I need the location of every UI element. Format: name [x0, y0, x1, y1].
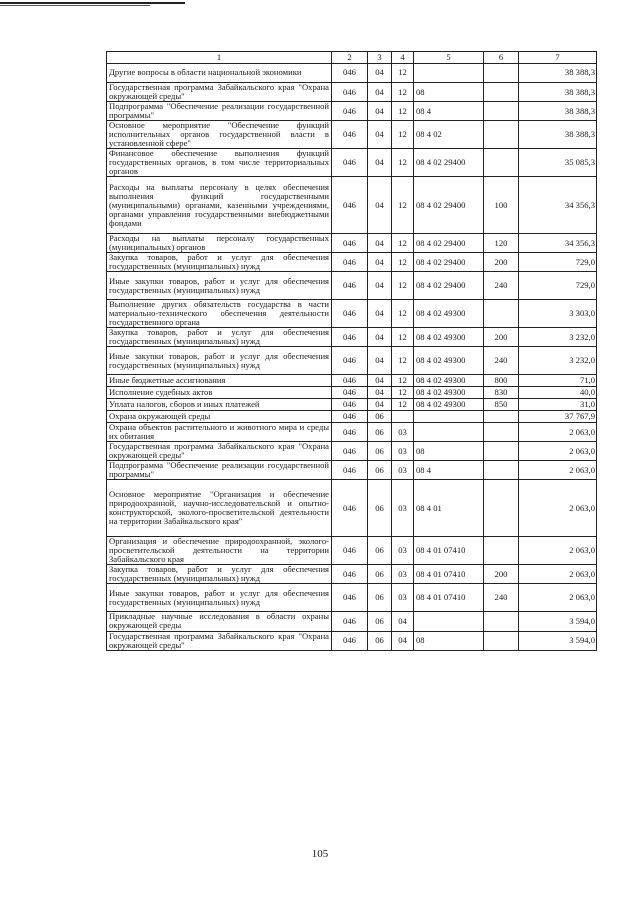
expense-type-cell — [484, 537, 519, 565]
subsection-code-cell: 03 — [392, 442, 414, 461]
target-code-cell: 08 4 02 29400 — [414, 149, 484, 177]
row-name-cell: Организация и обеспечение природоохранной, эколого-просветительской деятельности на территории Забайкальского края — [107, 537, 332, 565]
section-code-cell: 06 — [368, 442, 392, 461]
target-code-cell — [414, 423, 484, 442]
admin-code-cell: 046 — [332, 121, 368, 149]
column-header: 6 — [484, 52, 519, 64]
row-name-cell: Государственная программа Забайкальского края "Охрана окружающей среды" — [107, 83, 332, 102]
admin-code-cell: 046 — [332, 234, 368, 253]
table-row — [107, 347, 597, 375]
amount-cell: 3 594,0 — [519, 612, 597, 631]
table-row — [107, 612, 597, 631]
subsection-code-cell: 12 — [392, 375, 414, 387]
expense-type-cell — [484, 83, 519, 102]
section-code-cell: 06 — [368, 537, 392, 565]
row-name-cell: Другие вопросы в области национальной экономики — [107, 64, 332, 83]
amount-cell: 3 594,0 — [519, 631, 597, 650]
table-row — [107, 442, 597, 461]
section-code-cell: 04 — [368, 399, 392, 411]
admin-code-cell: 046 — [332, 83, 368, 102]
subsection-code-cell: 03 — [392, 584, 414, 612]
expense-type-cell — [484, 411, 519, 423]
subsection-code-cell: 12 — [392, 399, 414, 411]
admin-code-cell: 046 — [332, 64, 368, 83]
target-code-cell: 08 4 02 49300 — [414, 399, 484, 411]
amount-cell: 3 232,0 — [519, 347, 597, 375]
section-code-cell: 04 — [368, 347, 392, 375]
column-header: 4 — [392, 52, 414, 64]
expense-type-cell: 850 — [484, 399, 519, 411]
table-row — [107, 375, 597, 387]
target-code-cell — [414, 411, 484, 423]
section-code-cell: 04 — [368, 387, 392, 399]
table-body — [107, 64, 597, 651]
table-row — [107, 234, 597, 253]
section-code-cell: 04 — [368, 328, 392, 347]
target-code-cell: 08 4 02 29400 — [414, 177, 484, 234]
subsection-code-cell: 12 — [392, 177, 414, 234]
expense-type-cell — [484, 442, 519, 461]
target-code-cell: 08 4 01 — [414, 480, 484, 537]
table-row — [107, 631, 597, 650]
amount-cell: 38 388,3 — [519, 64, 597, 83]
table-row — [107, 272, 597, 300]
table-row — [107, 328, 597, 347]
amount-cell: 34 356,3 — [519, 177, 597, 234]
target-code-cell: 08 4 02 49300 — [414, 300, 484, 328]
section-code-cell: 04 — [368, 121, 392, 149]
subsection-code-cell: 12 — [392, 64, 414, 83]
section-code-cell: 04 — [368, 375, 392, 387]
admin-code-cell: 046 — [332, 272, 368, 300]
table-row — [107, 177, 597, 234]
admin-code-cell: 046 — [332, 253, 368, 272]
section-code-cell: 06 — [368, 565, 392, 584]
section-code-cell: 06 — [368, 423, 392, 442]
subsection-code-cell: 12 — [392, 328, 414, 347]
admin-code-cell: 046 — [332, 177, 368, 234]
admin-code-cell: 046 — [332, 565, 368, 584]
section-code-cell: 06 — [368, 480, 392, 537]
section-code-cell: 06 — [368, 411, 392, 423]
row-name-cell: Государственная программа Забайкальского края "Охрана окружающей среды" — [107, 442, 332, 461]
section-code-cell: 04 — [368, 102, 392, 121]
amount-cell: 35 085,3 — [519, 149, 597, 177]
target-code-cell: 08 — [414, 631, 484, 650]
table-header-row — [107, 52, 597, 64]
section-code-cell: 04 — [368, 149, 392, 177]
target-code-cell: 08 4 — [414, 102, 484, 121]
column-header: 2 — [332, 52, 368, 64]
subsection-code-cell: 03 — [392, 565, 414, 584]
admin-code-cell: 046 — [332, 480, 368, 537]
admin-code-cell: 046 — [332, 411, 368, 423]
target-code-cell: 08 4 02 29400 — [414, 234, 484, 253]
scan-edge-line — [0, 5, 150, 6]
admin-code-cell: 046 — [332, 423, 368, 442]
row-name-cell: Финансовое обеспечение выполнения функций государственных органов, в том числе территориальных органов — [107, 149, 332, 177]
row-name-cell: Иные бюджетные ассигнования — [107, 375, 332, 387]
table-row — [107, 149, 597, 177]
admin-code-cell: 046 — [332, 375, 368, 387]
amount-cell: 2 063,0 — [519, 480, 597, 537]
table-row — [107, 399, 597, 411]
column-header: 7 — [519, 52, 597, 64]
row-name-cell: Закупка товаров, работ и услуг для обеспечения государственных (муниципальных) нужд — [107, 253, 332, 272]
table-row — [107, 565, 597, 584]
subsection-code-cell: 04 — [392, 612, 414, 631]
admin-code-cell: 046 — [332, 300, 368, 328]
expense-type-cell — [484, 461, 519, 480]
row-name-cell: Основное мероприятие "Обеспечение функций исполнительных органов государственной власти в установленной сфере" — [107, 121, 332, 149]
amount-cell: 2 063,0 — [519, 565, 597, 584]
expense-type-cell: 800 — [484, 375, 519, 387]
expense-type-cell — [484, 480, 519, 537]
expense-type-cell — [484, 300, 519, 328]
admin-code-cell: 046 — [332, 537, 368, 565]
admin-code-cell: 046 — [332, 149, 368, 177]
subsection-code-cell: 03 — [392, 461, 414, 480]
row-name-cell: Подпрограмма "Обеспечение реализации государственной программы" — [107, 461, 332, 480]
table-row — [107, 423, 597, 442]
amount-cell: 38 388,3 — [519, 102, 597, 121]
table-row — [107, 584, 597, 612]
subsection-code-cell: 12 — [392, 272, 414, 300]
section-code-cell: 04 — [368, 272, 392, 300]
table-row — [107, 411, 597, 423]
table-row — [107, 64, 597, 83]
admin-code-cell: 046 — [332, 612, 368, 631]
admin-code-cell: 046 — [332, 584, 368, 612]
target-code-cell — [414, 64, 484, 83]
row-name-cell: Охрана объектов растительного и животного мира и среды их обитания — [107, 423, 332, 442]
admin-code-cell: 046 — [332, 442, 368, 461]
target-code-cell: 08 — [414, 83, 484, 102]
section-code-cell: 04 — [368, 177, 392, 234]
amount-cell: 3 232,0 — [519, 328, 597, 347]
subsection-code-cell: 12 — [392, 83, 414, 102]
target-code-cell: 08 — [414, 442, 484, 461]
expense-type-cell: 100 — [484, 177, 519, 234]
amount-cell: 2 063,0 — [519, 423, 597, 442]
subsection-code-cell: 12 — [392, 102, 414, 121]
scan-edge-mark — [0, 0, 190, 8]
target-code-cell — [414, 612, 484, 631]
subsection-code-cell: 12 — [392, 121, 414, 149]
section-code-cell: 04 — [368, 83, 392, 102]
target-code-cell: 08 4 02 — [414, 121, 484, 149]
row-name-cell: Подпрограмма "Обеспечение реализации государственной программы" — [107, 102, 332, 121]
section-code-cell: 04 — [368, 253, 392, 272]
table-row — [107, 300, 597, 328]
row-name-cell: Прикладные научные исследования в области охраны окружающей среды — [107, 612, 332, 631]
amount-cell: 31,0 — [519, 399, 597, 411]
row-name-cell: Уплата налогов, сборов и иных платежей — [107, 399, 332, 411]
expense-type-cell — [484, 631, 519, 650]
row-name-cell: Исполнение судебных актов — [107, 387, 332, 399]
amount-cell: 2 063,0 — [519, 584, 597, 612]
amount-cell: 729,0 — [519, 272, 597, 300]
expense-type-cell — [484, 149, 519, 177]
section-code-cell: 06 — [368, 461, 392, 480]
target-code-cell: 08 4 — [414, 461, 484, 480]
table-row — [107, 83, 597, 102]
scan-edge-line — [0, 2, 185, 4]
page-number: 105 — [311, 848, 329, 860]
expense-type-cell: 830 — [484, 387, 519, 399]
amount-cell: 34 356,3 — [519, 234, 597, 253]
subsection-code-cell: 03 — [392, 537, 414, 565]
table-row — [107, 537, 597, 565]
row-name-cell: Выполнение других обязательств государства в части материально-технического обеспечения деятельности государственного органа — [107, 300, 332, 328]
table-row — [107, 461, 597, 480]
admin-code-cell: 046 — [332, 399, 368, 411]
section-code-cell: 06 — [368, 584, 392, 612]
expense-type-cell — [484, 612, 519, 631]
amount-cell: 2 063,0 — [519, 461, 597, 480]
subsection-code-cell: 12 — [392, 300, 414, 328]
column-header: 5 — [414, 52, 484, 64]
amount-cell: 38 388,3 — [519, 121, 597, 149]
admin-code-cell: 046 — [332, 461, 368, 480]
target-code-cell: 08 4 02 29400 — [414, 272, 484, 300]
subsection-code-cell: 04 — [392, 631, 414, 650]
amount-cell: 3 303,0 — [519, 300, 597, 328]
expense-type-cell: 240 — [484, 272, 519, 300]
subsection-code-cell: 12 — [392, 234, 414, 253]
target-code-cell: 08 4 01 07410 — [414, 584, 484, 612]
expense-type-cell: 200 — [484, 565, 519, 584]
section-code-cell: 06 — [368, 631, 392, 650]
amount-cell: 729,0 — [519, 253, 597, 272]
admin-code-cell: 046 — [332, 328, 368, 347]
row-name-cell: Расходы на выплаты персоналу в целях обеспечения выполнения функций государственными (муниципальными) органами, казенными учреждениями, органами управления государственными внебюджетными фондами — [107, 177, 332, 234]
amount-cell: 40,0 — [519, 387, 597, 399]
table-row — [107, 253, 597, 272]
section-code-cell: 04 — [368, 300, 392, 328]
column-header: 1 — [107, 52, 332, 64]
row-name-cell: Закупка товаров, работ и услуг для обеспечения государственных (муниципальных) нужд — [107, 328, 332, 347]
subsection-code-cell — [392, 411, 414, 423]
row-name-cell: Расходы на выплаты персоналу государственных (муниципальных) органов — [107, 234, 332, 253]
target-code-cell: 08 4 02 49300 — [414, 387, 484, 399]
subsection-code-cell: 12 — [392, 253, 414, 272]
target-code-cell: 08 4 02 29400 — [414, 253, 484, 272]
amount-cell: 2 063,0 — [519, 442, 597, 461]
amount-cell: 2 063,0 — [519, 537, 597, 565]
amount-cell: 71,0 — [519, 375, 597, 387]
target-code-cell: 08 4 01 07410 — [414, 565, 484, 584]
expense-type-cell: 240 — [484, 584, 519, 612]
subsection-code-cell: 03 — [392, 480, 414, 537]
admin-code-cell: 046 — [332, 387, 368, 399]
section-code-cell: 04 — [368, 234, 392, 253]
table-row — [107, 387, 597, 399]
row-name-cell: Основное мероприятие "Организация и обеспечение природоохранной, научно-исследовательской и опытно- конструкторской, эколого-просветительской деятельности на территории Забайкальского края" — [107, 480, 332, 537]
subsection-code-cell: 03 — [392, 423, 414, 442]
expense-type-cell: 240 — [484, 347, 519, 375]
expense-type-cell: 120 — [484, 234, 519, 253]
expense-type-cell — [484, 64, 519, 83]
admin-code-cell: 046 — [332, 347, 368, 375]
row-name-cell: Закупка товаров, работ и услуг для обеспечения государственных (муниципальных) нужд — [107, 565, 332, 584]
table-row — [107, 480, 597, 537]
amount-cell: 37 767,9 — [519, 411, 597, 423]
column-header: 3 — [368, 52, 392, 64]
expense-type-cell: 200 — [484, 328, 519, 347]
expense-type-cell: 200 — [484, 253, 519, 272]
target-code-cell: 08 4 02 49300 — [414, 375, 484, 387]
expense-type-cell — [484, 423, 519, 442]
admin-code-cell: 046 — [332, 102, 368, 121]
table-row — [107, 121, 597, 149]
row-name-cell: Иные закупки товаров, работ и услуг для обеспечения государственных (муниципальных) нужд — [107, 347, 332, 375]
expense-type-cell — [484, 121, 519, 149]
row-name-cell: Государственная программа Забайкальского края "Охрана окружающей среды" — [107, 631, 332, 650]
subsection-code-cell: 12 — [392, 347, 414, 375]
budget-table — [106, 51, 597, 651]
section-code-cell: 06 — [368, 612, 392, 631]
section-code-cell: 04 — [368, 64, 392, 83]
row-name-cell: Охрана окружающей среды — [107, 411, 332, 423]
expense-type-cell — [484, 102, 519, 121]
target-code-cell: 08 4 02 49300 — [414, 347, 484, 375]
table-row — [107, 102, 597, 121]
admin-code-cell: 046 — [332, 631, 368, 650]
subsection-code-cell: 12 — [392, 387, 414, 399]
target-code-cell: 08 4 01 07410 — [414, 537, 484, 565]
amount-cell: 38 388,3 — [519, 83, 597, 102]
target-code-cell: 08 4 02 49300 — [414, 328, 484, 347]
row-name-cell: Иные закупки товаров, работ и услуг для обеспечения государственных (муниципальных) нужд — [107, 272, 332, 300]
row-name-cell: Иные закупки товаров, работ и услуг для обеспечения государственных (муниципальных) нужд — [107, 584, 332, 612]
subsection-code-cell: 12 — [392, 149, 414, 177]
